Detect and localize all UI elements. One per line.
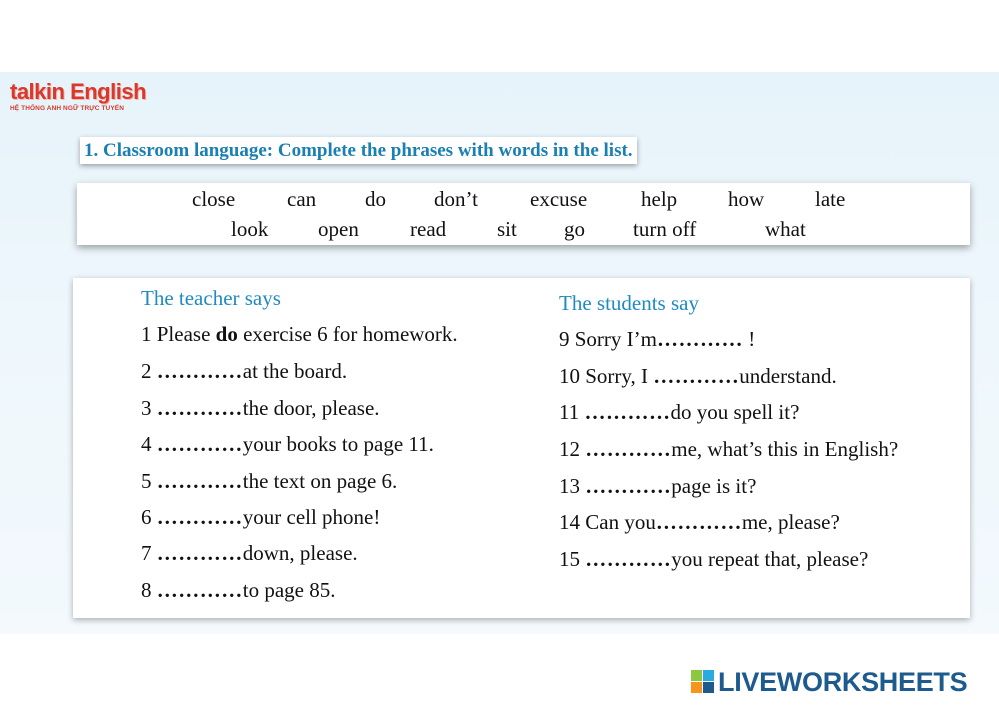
- student-item: 12 …………me, what’s this in English?: [559, 437, 899, 461]
- answer-blank[interactable]: …………: [585, 474, 672, 498]
- word-bank-item: don’t: [434, 187, 478, 211]
- answer-blank[interactable]: …………: [584, 400, 671, 424]
- answer-blank[interactable]: …………: [156, 469, 243, 493]
- student-item: 10 Sorry, I …………understand.: [559, 364, 837, 388]
- word-bank-item: close: [192, 187, 236, 211]
- answer-blank[interactable]: …………: [156, 505, 243, 529]
- answer-blank[interactable]: …………: [156, 359, 243, 383]
- teacher-item: 7 …………down, please.: [141, 541, 358, 565]
- teacher-item: 8 …………to page 85.: [141, 578, 336, 602]
- liveworksheets-cubes-icon: [691, 670, 715, 694]
- logo-wordmark: talkin English: [10, 79, 147, 104]
- word-bank-item: help: [641, 187, 678, 211]
- word-bank-row-2: [77, 217, 970, 247]
- word-bank-item: do: [365, 187, 386, 211]
- word-bank-item: can: [287, 187, 317, 211]
- answer-blank[interactable]: …………: [655, 510, 742, 534]
- word-bank-item: turn off: [633, 217, 697, 241]
- word-bank-item: how: [728, 187, 765, 211]
- answer-blank[interactable]: …………: [156, 432, 243, 456]
- teacher-heading: The teacher says: [141, 286, 281, 310]
- word-bank-item: read: [410, 217, 447, 241]
- teacher-item: 1 Please do exercise 6 for homework.: [141, 322, 458, 346]
- logo-tagline: HỆ THỐNG ANH NGỮ TRỰC TUYẾN: [10, 105, 124, 112]
- answer-blank[interactable]: …………: [657, 327, 743, 351]
- talkin-english-logo: [10, 80, 146, 112]
- answer-blank[interactable]: …………: [156, 541, 243, 565]
- student-item: 9 Sorry I’m………… !: [559, 327, 756, 351]
- student-item: 11 …………do you spell it?: [559, 400, 800, 424]
- word-bank-row-1: [77, 187, 970, 217]
- word-bank-item: late: [815, 187, 846, 211]
- word-bank-item: excuse: [530, 187, 588, 211]
- word-bank: [77, 183, 970, 245]
- exercise-title: 1. Classroom language: Complete the phrases with words in the list.: [80, 137, 637, 164]
- teacher-item: 2 …………at the board.: [141, 359, 348, 383]
- teacher-item: 5 …………the text on page 6.: [141, 469, 398, 493]
- students-heading: The students say: [559, 291, 699, 315]
- answer-blank[interactable]: …………: [156, 396, 243, 420]
- word-bank-item: go: [564, 217, 585, 241]
- student-item: 15 …………you repeat that, please?: [559, 547, 869, 571]
- word-bank-item: what: [765, 217, 806, 241]
- teacher-item: 3 …………the door, please.: [141, 396, 380, 420]
- answer-blank[interactable]: …………: [653, 364, 740, 388]
- student-item: 13 …………page is it?: [559, 474, 757, 498]
- student-item: 14 Can you…………me, please?: [559, 510, 840, 534]
- liveworksheets-wordmark: LIVEWORKSHEETS: [718, 667, 968, 697]
- word-bank-item: sit: [497, 217, 517, 241]
- answer-blank[interactable]: …………: [585, 547, 672, 571]
- word-bank-item: open: [318, 217, 359, 241]
- answer-blank[interactable]: …………: [585, 437, 672, 461]
- answer-blank[interactable]: …………: [156, 578, 243, 602]
- teacher-item: 6 …………your cell phone!: [141, 505, 381, 529]
- teacher-item: 4 …………your books to page 11.: [141, 432, 434, 456]
- exercise-panel: [73, 278, 970, 618]
- word-bank-item: look: [231, 217, 269, 241]
